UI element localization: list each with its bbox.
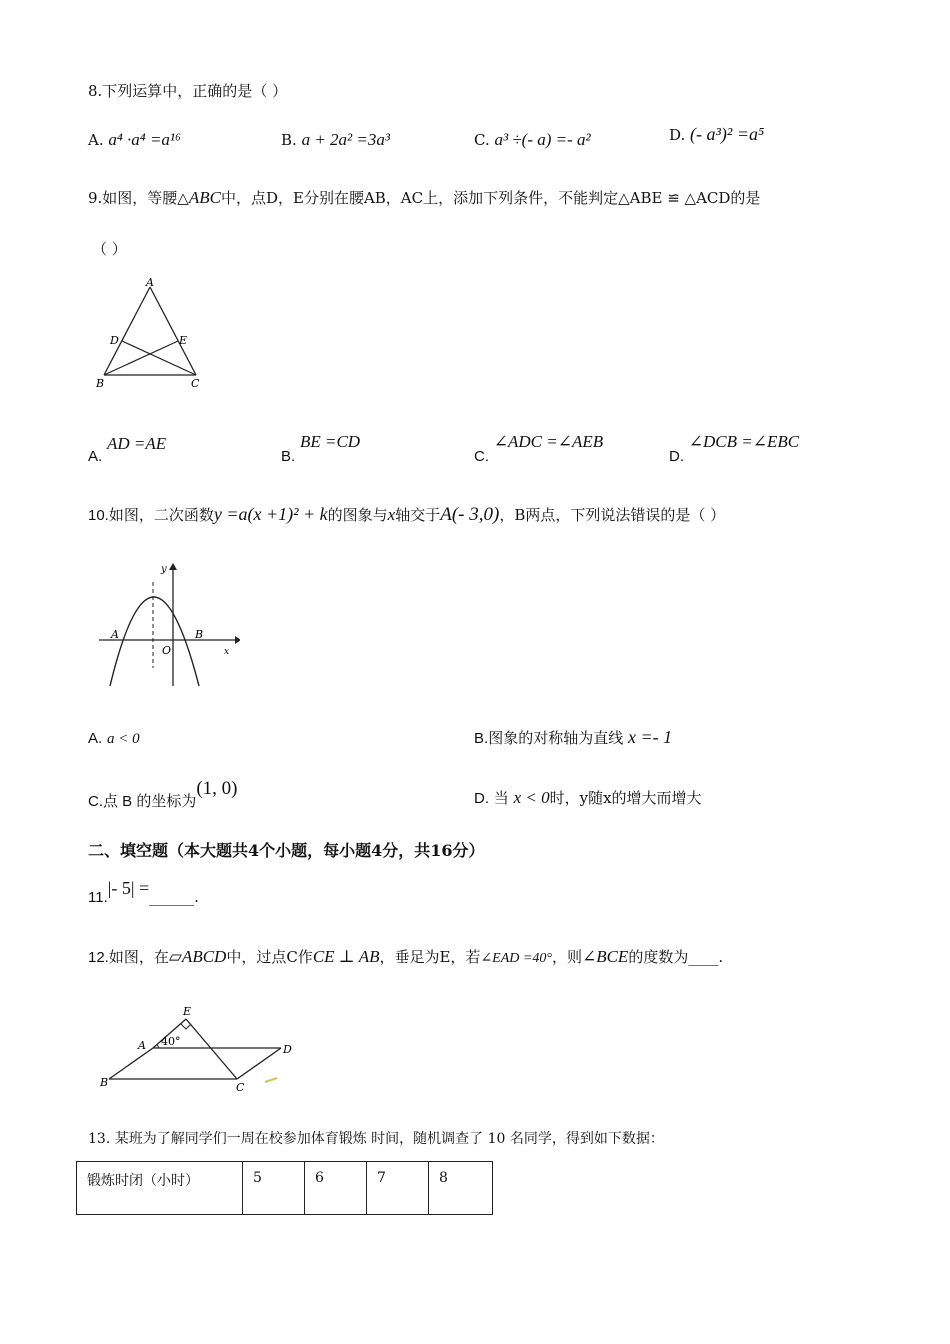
option-expr: a + 2a² =3a³ xyxy=(301,130,390,149)
option-expr: a³ ÷(- a) =- a² xyxy=(494,130,591,149)
option-expr: a < 0 xyxy=(106,731,140,747)
side-cd xyxy=(237,1048,281,1079)
q10-option-c xyxy=(88,778,238,810)
pencil-mark xyxy=(265,1078,277,1082)
q10-parabola-figure xyxy=(95,558,240,690)
label-e: E xyxy=(183,1005,192,1018)
label-a: A xyxy=(146,276,154,289)
option-label: A. xyxy=(88,730,103,747)
q12-angle-2: ∠BCE xyxy=(581,947,629,966)
q10-function: y =a(x +1)² + k xyxy=(213,504,328,524)
q12-parallelogram-figure xyxy=(95,1000,305,1095)
option-label: C. xyxy=(474,131,490,149)
label-d: D xyxy=(283,1043,292,1056)
q12-stem-5: 的度数为____. xyxy=(628,948,724,966)
q10-point-a: A(- 3,0) xyxy=(440,504,500,525)
q9-option-d xyxy=(669,432,800,465)
q9-triangle-name: ABC xyxy=(188,188,221,207)
q8-option-a xyxy=(88,130,181,150)
q9-stem-mid: 中，点D，E分别在腰AB，AC上，添加下列条件，不能判定△ABE ≌ △ACD的是 xyxy=(220,189,761,207)
q12-stem xyxy=(88,946,723,967)
option-expr: x < 0 xyxy=(513,788,550,807)
table-cell: 5 xyxy=(243,1162,305,1215)
q8-stem: 8.下列运算中，正确的是（ ） xyxy=(88,82,288,100)
q12-stem-start: 12.如图，在 xyxy=(88,949,169,966)
q8-option-c xyxy=(474,130,591,150)
q9-stem-start: 9.如图，等腰△ xyxy=(88,189,189,207)
option-expr: AD =AE xyxy=(106,434,167,453)
option-expr: ∠DCB =∠EBC xyxy=(688,432,800,451)
right-angle-mark xyxy=(181,1024,191,1029)
q10-stem-mid2: 轴交于 xyxy=(395,506,441,524)
q9-option-b xyxy=(281,432,361,465)
label-x: x xyxy=(224,647,230,657)
q10-stem xyxy=(88,504,725,526)
q10-option-b xyxy=(474,727,672,748)
option-text: 点 B 的坐标为 xyxy=(103,793,197,810)
option-label: D. xyxy=(669,448,684,465)
label-angle: 40° xyxy=(161,1035,181,1048)
option-label: B. xyxy=(474,730,489,747)
option-label: C. xyxy=(474,448,489,465)
label-e: E xyxy=(179,334,188,347)
q9-option-a xyxy=(88,434,167,465)
q10-option-a xyxy=(88,729,140,748)
q12-stem-2: 中，过点C作 xyxy=(226,948,313,966)
q9-triangle-figure xyxy=(90,275,210,395)
q12-angle: ∠EAD =40° xyxy=(480,951,552,966)
label-b: B xyxy=(100,1076,109,1089)
label-c: C xyxy=(191,377,200,390)
label-a: A xyxy=(111,628,119,641)
q13-stem: 13. 某班为了解同学们一周在校参加体育锻炼 时间，随机调查了 10 名同学，得到如下数据： xyxy=(88,1131,664,1147)
option-text: 图象的对称轴为直线 xyxy=(488,729,624,747)
option-expr: (- a³)² =a⁵ xyxy=(690,124,765,144)
q10-stem-end: ，B两点，下列说法错误的是（ ） xyxy=(499,506,726,524)
side-ba xyxy=(109,1048,153,1079)
option-expr: (1, 0) xyxy=(196,778,238,799)
q10-stem-mid: 的图象与 xyxy=(327,506,388,524)
label-b: B xyxy=(96,377,105,390)
table-row xyxy=(77,1162,493,1215)
table-cell: 8 xyxy=(429,1162,493,1215)
q11-number: 11. xyxy=(88,889,108,906)
option-label: A. xyxy=(88,131,104,149)
option-text-2: 时，y随x的增大而增大 xyxy=(549,789,702,807)
q9-stem xyxy=(88,187,760,208)
option-expr: BE =CD xyxy=(299,432,361,451)
option-label: C. xyxy=(88,793,103,810)
option-text: 当 xyxy=(493,789,509,807)
option-expr: ∠ADC =∠AEB xyxy=(493,432,604,451)
q12-perp: CE ⊥ AB xyxy=(312,947,380,966)
q12-stem-4: ，则 xyxy=(551,948,582,966)
option-label: B. xyxy=(281,448,296,465)
q11 xyxy=(88,878,199,906)
option-label: B. xyxy=(281,131,297,149)
table-header-cell: 锻炼时闭（小时） xyxy=(77,1162,243,1215)
section-title: 二、填空题（本大题共4个小题，每小题4分，共16分） xyxy=(88,841,485,860)
q8-option-d xyxy=(669,124,764,145)
option-label: D. xyxy=(669,126,686,144)
label-a: A xyxy=(138,1039,146,1052)
q11-blank: ______. xyxy=(149,888,199,906)
q9-option-c xyxy=(474,432,604,465)
label-y: y xyxy=(161,564,167,575)
side-ac xyxy=(150,287,196,375)
table-cell: 7 xyxy=(367,1162,429,1215)
label-d: D xyxy=(110,334,119,347)
q12-stem-3: ，垂足为E，若 xyxy=(379,948,481,966)
option-label: D. xyxy=(474,790,489,807)
option-expr: a⁴ ·a⁴ =a¹⁶ xyxy=(108,130,181,149)
parabola-curve xyxy=(110,597,199,686)
option-label: A. xyxy=(88,448,103,465)
y-axis-arrow xyxy=(169,563,177,570)
q9-paren: （ ） xyxy=(92,240,127,258)
table-cell: 6 xyxy=(305,1162,367,1215)
q10-option-d xyxy=(474,787,702,808)
q10-stem-start: 10.如图，二次函数 xyxy=(88,507,214,524)
x-axis-arrow xyxy=(235,636,240,644)
q8-option-b xyxy=(281,130,390,150)
label-o: O xyxy=(162,644,172,657)
option-expr: x =- 1 xyxy=(627,727,673,747)
q11-expr: |- 5| = xyxy=(107,878,150,898)
q10-x: x xyxy=(387,505,396,524)
side-ab xyxy=(104,287,150,375)
segment-ec xyxy=(186,1019,237,1079)
label-c: C xyxy=(236,1081,245,1094)
label-b: B xyxy=(195,628,204,641)
q13-data-table xyxy=(76,1161,493,1215)
q12-parallelogram: ▱ABCD xyxy=(168,947,227,966)
